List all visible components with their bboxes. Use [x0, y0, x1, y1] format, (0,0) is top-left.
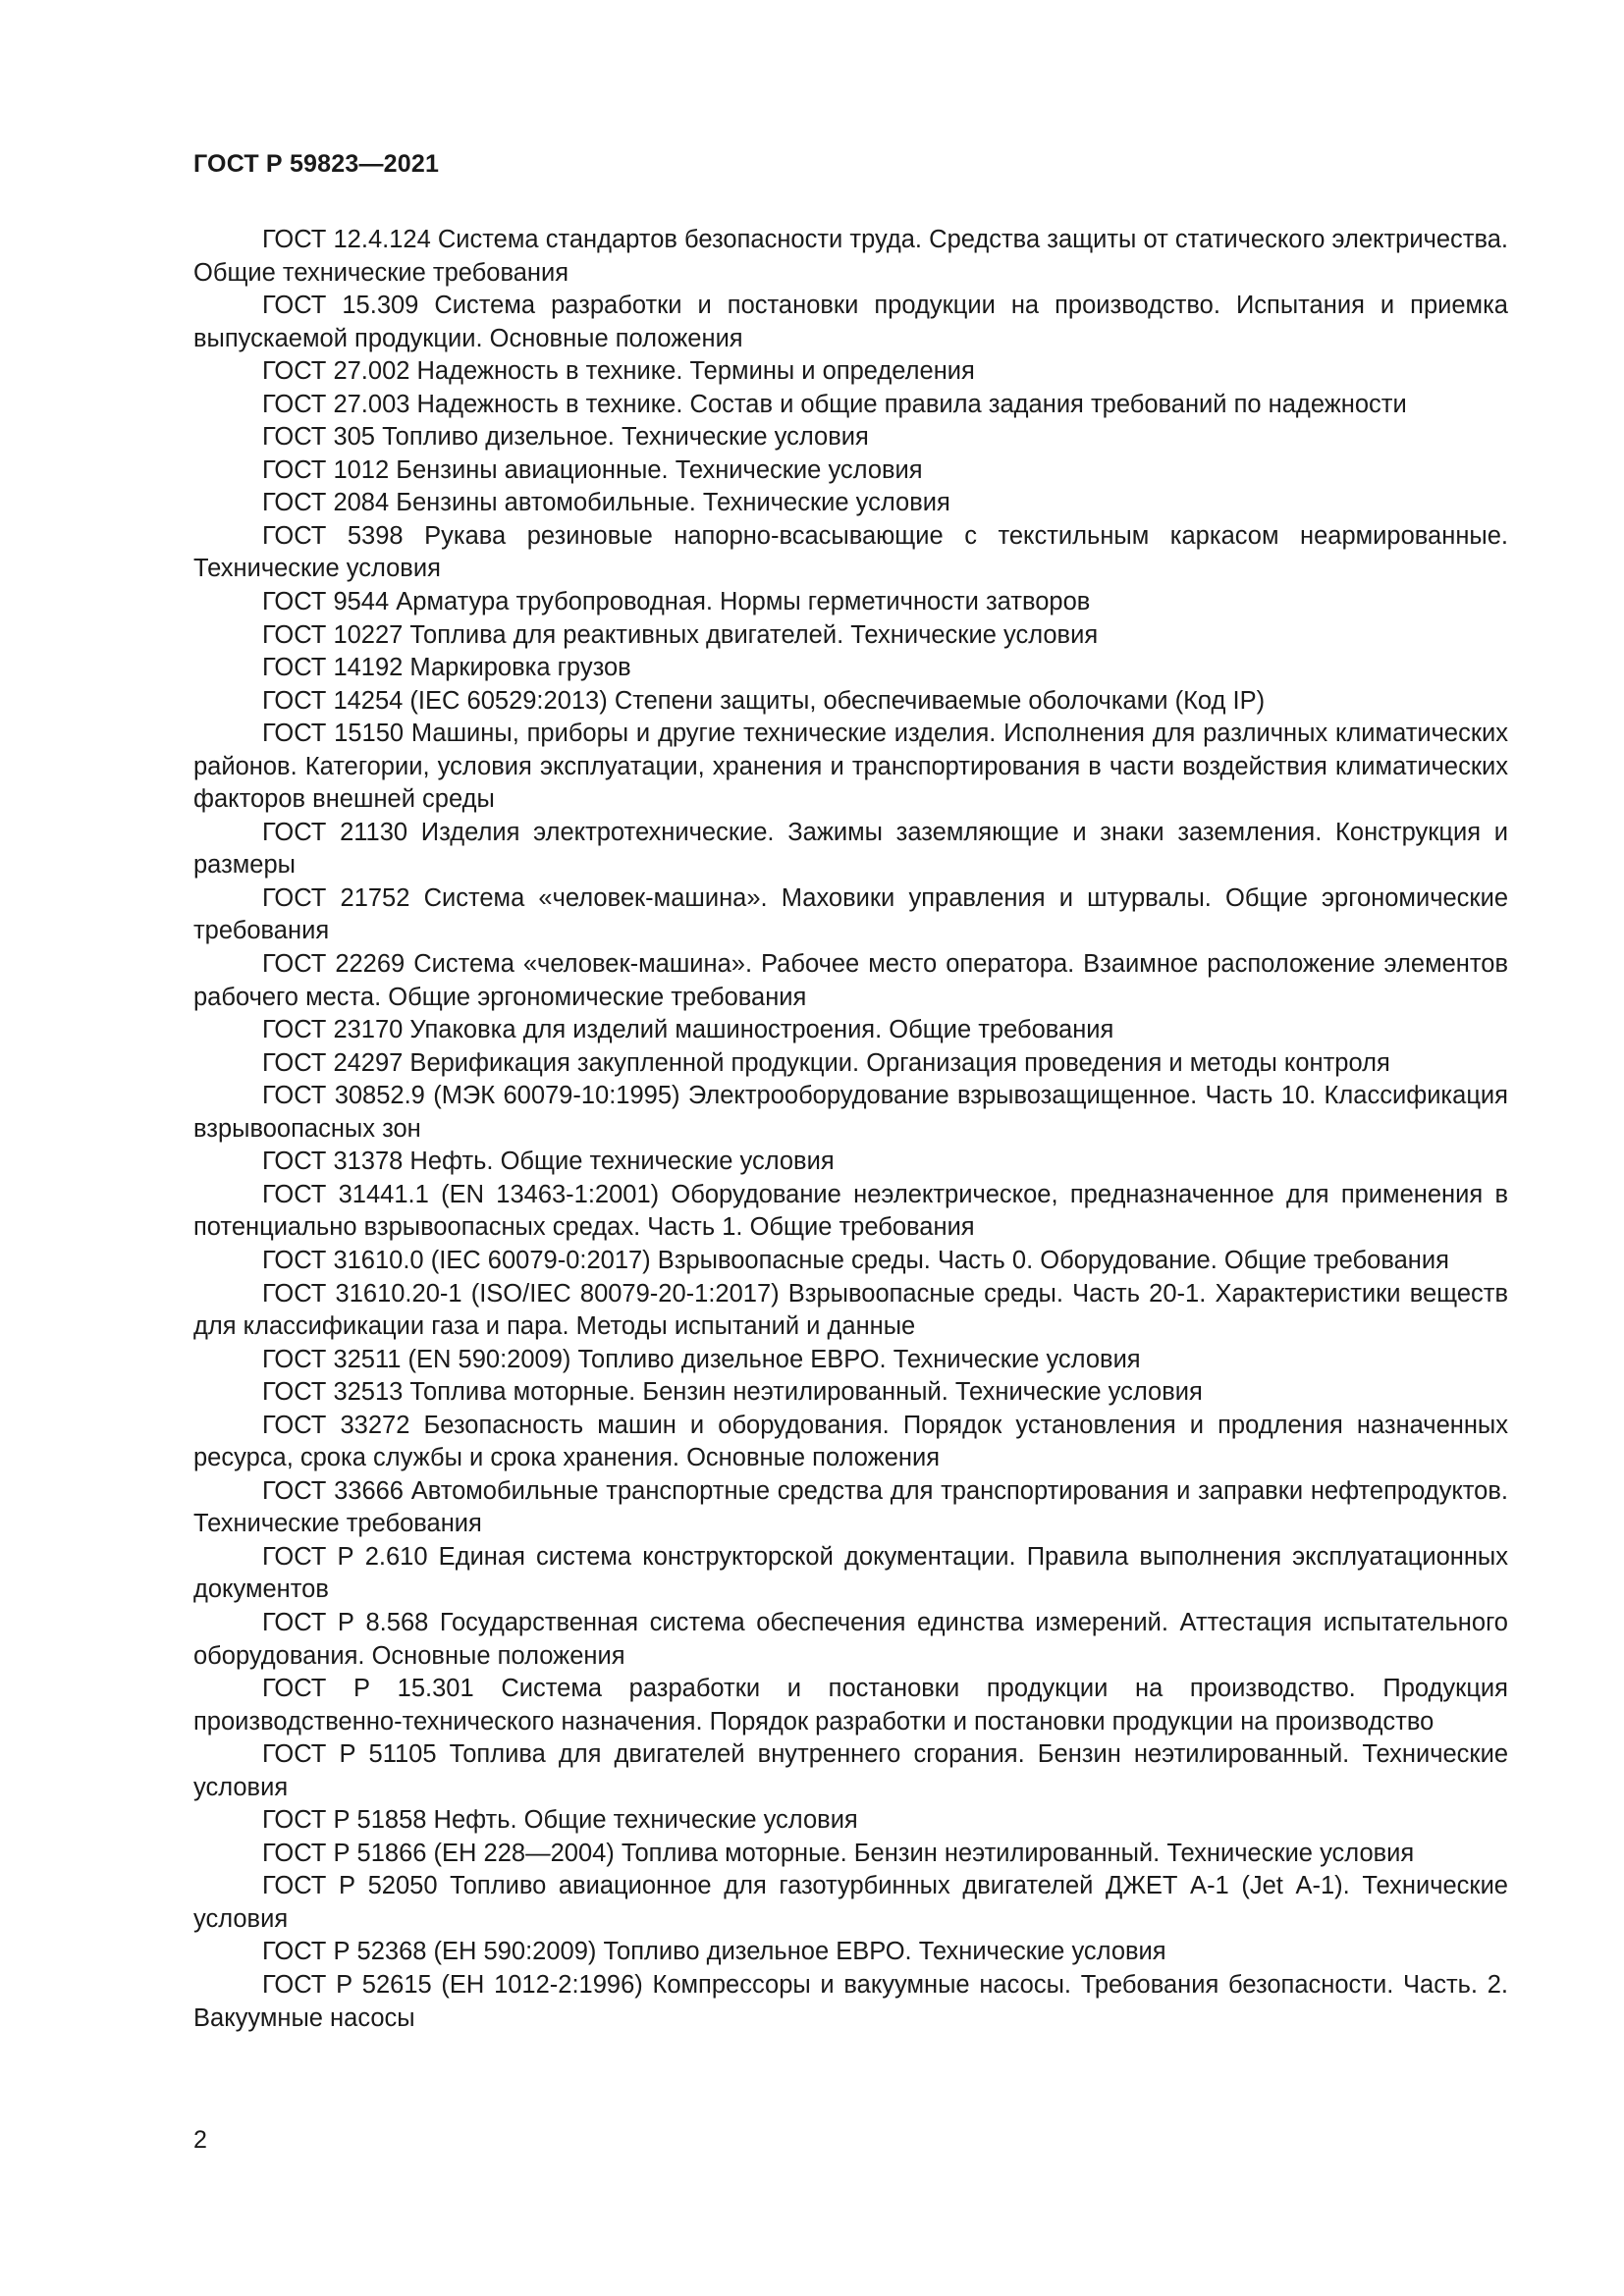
reference-entry: ГОСТ 12.4.124 Система стандартов безопасности труда. Средства защиты от статического электричества. Общие технические требования — [193, 226, 1508, 287]
reference-entry: ГОСТ 14254 (IEC 60529:2013) Степени защиты, обеспечиваемые оболочками (Код IP) — [262, 686, 1266, 715]
reference-entry: ГОСТ 24297 Верификация закупленной продукции. Организация проведения и методы контроля — [262, 1048, 1390, 1077]
reference-entry: ГОСТ 30852.9 (МЭК 60079-10:1995) Электрооборудование взрывозащищенное. Часть 10. Классификация взрывоопасных зон — [193, 1082, 1508, 1143]
reference-entry: ГОСТ Р 51858 Нефть. Общие технические условия — [262, 1806, 858, 1835]
reference-entry: ГОСТ 9544 Арматура трубопроводная. Нормы герметичности затворов — [262, 588, 1091, 616]
reference-entry: ГОСТ 5398 Рукава резиновые напорно-всасывающие с текстильным каркасом неармированные. Технические условия — [193, 521, 1508, 583]
reference-entry: ГОСТ Р 51866 (ЕН 228—2004) Топлива моторные. Бензин неэтилированный. Технические условия — [262, 1839, 1415, 1867]
reference-entry: ГОСТ Р 2.610 Единая система конструкторской документации. Правила выполнения эксплуатационных документов — [193, 1542, 1508, 1604]
reference-entry: ГОСТ 32511 (EN 590:2009) Топливо дизельное ЕВРО. Технические условия — [262, 1345, 1141, 1373]
reference-entry: ГОСТ Р 52368 (ЕН 590:2009) Топливо дизельное ЕВРО. Технические условия — [262, 1938, 1166, 1966]
reference-entry: ГОСТ 21752 Система «человек-машина». Маховики управления и штурвалы. Общие эргономические требования — [193, 883, 1508, 945]
reference-entry: ГОСТ 31441.1 (EN 13463-1:2001) Оборудование неэлектрическое, предназначенное для применения в потенциально взрывоопасных средах. Часть 1. Общие требования — [193, 1180, 1508, 1242]
reference-entry: ГОСТ Р 51105 Топлива для двигателей внутреннего сгорания. Бензин неэтилированный. Технические условия — [193, 1740, 1508, 1801]
reference-entry: ГОСТ 31610.0 (IEC 60079-0:2017) Взрывоопасные среды. Часть 0. Оборудование. Общие требования — [262, 1246, 1449, 1274]
reference-entry: ГОСТ 23170 Упаковка для изделий машиностроения. Общие требования — [262, 1016, 1114, 1044]
reference-entry: ГОСТ 32513 Топлива моторные. Бензин неэтилированный. Технические условия — [262, 1378, 1203, 1407]
reference-entry: ГОСТ 31610.20-1 (ISO/IEC 80079-20-1:2017) Взрывоопасные среды. Часть 20-1. Характеристики веществ для классификации газа и пара. Методы испытаний и данные — [193, 1279, 1508, 1341]
reference-entry: ГОСТ 27.003 Надежность в технике. Состав и общие правила задания требований по надежности — [262, 390, 1407, 418]
reference-entry: ГОСТ 31378 Нефть. Общие технические условия — [262, 1148, 835, 1176]
reference-entry: ГОСТ Р 52615 (ЕН 1012-2:1996) Компрессоры и вакуумные насосы. Требования безопасности. Часть. 2. Вакуумные насосы — [193, 1970, 1508, 2032]
reference-entry: ГОСТ Р 8.568 Государственная система обеспечения единства измерений. Аттестация испытательного оборудования. Основные положения — [193, 1608, 1508, 1670]
reference-entry: ГОСТ 15150 Машины, приборы и другие технические изделия. Исполнения для различных климатических районов. Категории, условия эксплуатации, хранения и транспортирования в части воздействия климатических факторов внешней среды — [193, 720, 1508, 814]
reference-entry: ГОСТ 21130 Изделия электротехнические. Зажимы заземляющие и знаки заземления. Конструкция и размеры — [193, 818, 1508, 880]
reference-entry: ГОСТ Р 52050 Топливо авиационное для газотурбинных двигателей ДЖЕТ А-1 (Jet А-1). Технические условия — [193, 1872, 1508, 1933]
reference-entry: ГОСТ 15.309 Система разработки и постановки продукции на производство. Испытания и приемка выпускаемой продукции. Основные положения — [193, 292, 1508, 352]
reference-entry: ГОСТ 33666 Автомобильные транспортные средства для транспортирования и заправки нефтепродуктов. Технические требования — [193, 1476, 1508, 1538]
reference-entry: ГОСТ Р 15.301 Система разработки и постановки продукции на производство. Продукция производственно-технического назначения. Порядок разработки и постановки продукции на производство — [193, 1675, 1508, 1735]
reference-entry: ГОСТ 27.002 Надежность в технике. Термины и определения — [262, 357, 975, 386]
reference-entry: ГОСТ 33272 Безопасность машин и оборудования. Порядок установления и продления назначенных ресурса, срока службы и срока хранения. Основные положения — [193, 1411, 1508, 1472]
reference-entry: ГОСТ 2084 Бензины автомобильные. Технические условия — [262, 489, 950, 517]
reference-entry: ГОСТ 1012 Бензины авиационные. Технические условия — [262, 455, 923, 484]
document-code-header: ГОСТ Р 59823—2021 — [193, 150, 440, 178]
normative-references-list — [193, 224, 1508, 2035]
page-number: 2 — [193, 2126, 207, 2154]
reference-entry: ГОСТ 22269 Система «человек-машина». Рабочее место оператора. Взаимное расположение элементов рабочего места. Общие эргономические требования — [193, 950, 1508, 1011]
reference-entry: ГОСТ 14192 Маркировка грузов — [262, 654, 631, 682]
reference-entry: ГОСТ 10227 Топлива для реактивных двигателей. Технические условия — [262, 620, 1099, 649]
reference-entry: ГОСТ 305 Топливо дизельное. Технические условия — [262, 423, 869, 452]
